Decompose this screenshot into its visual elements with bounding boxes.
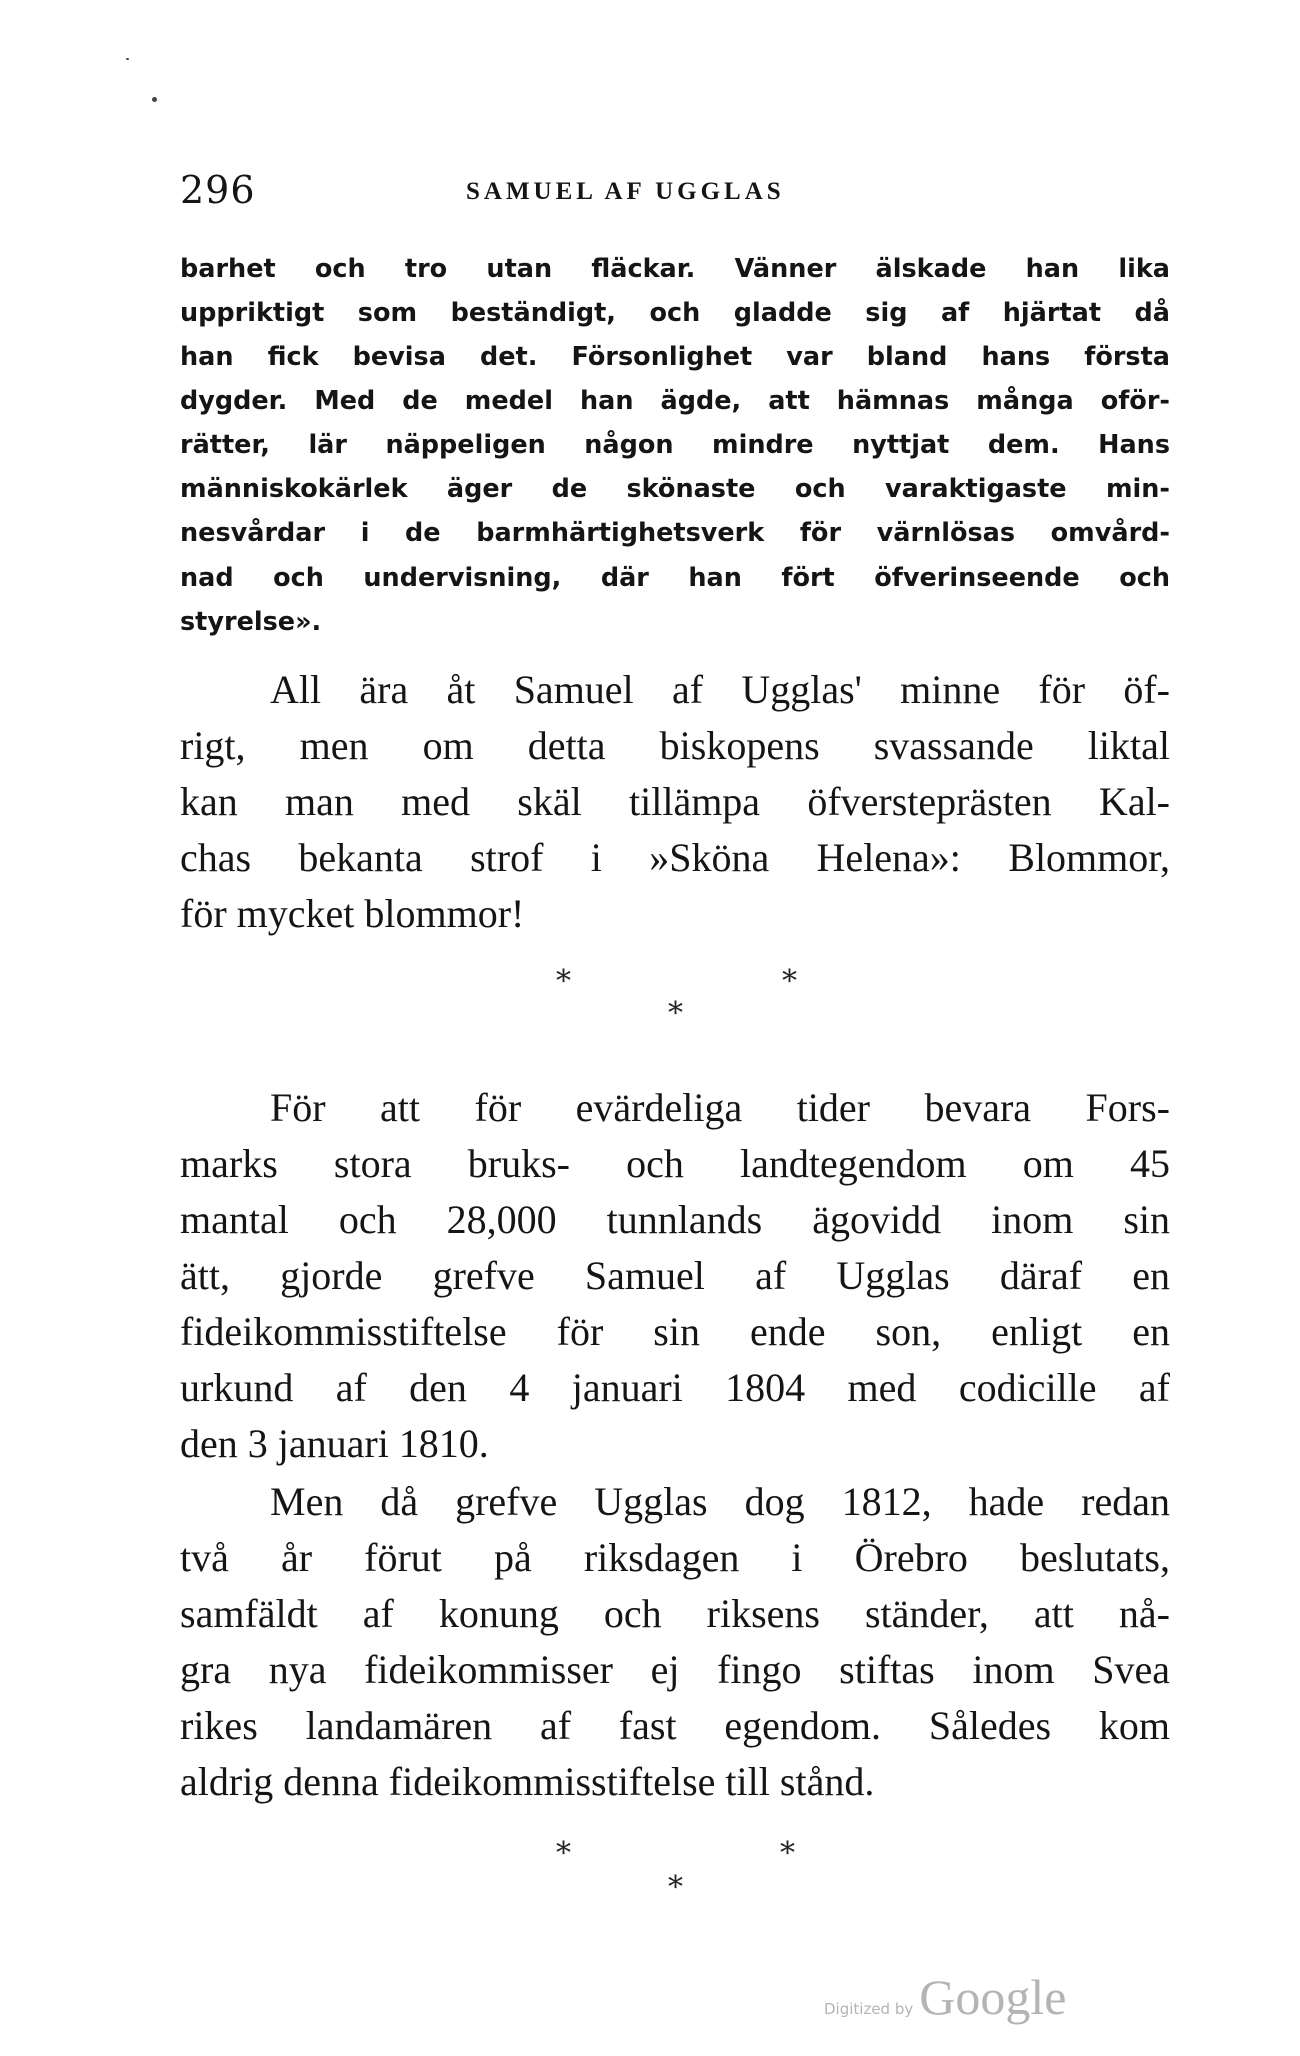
text-line: chas bekanta strof i »Sköna Helena»: Blommor,	[180, 835, 1170, 880]
text-line: samfäldt af konung och riksens ständer, att nå-	[180, 1591, 1170, 1636]
text-line: marks stora bruks- och landtegendom om 45	[180, 1141, 1170, 1186]
separator-asterisk: *	[780, 1836, 795, 1871]
text-line: den 3 januari 1810.	[180, 1421, 489, 1466]
text-line: fideikommisstiftelse för sin ende son, enligt en	[180, 1309, 1170, 1354]
print-speck	[152, 97, 157, 102]
text-line: uppriktigt som beständigt, och gladde sig af hjärtat då	[180, 298, 1170, 328]
text-line: nad och undervisning, där han fört öfverinseende och	[180, 563, 1170, 593]
text-line: rätter, lär näppeligen någon mindre nyttjat dem. Hans	[180, 430, 1170, 460]
separator-asterisk: *	[556, 964, 571, 999]
text-line: aldrig denna fideikommisstiftelse till stånd.	[180, 1759, 875, 1804]
page-header	[180, 168, 1180, 228]
separator-asterisk: *	[782, 964, 797, 999]
text-line: urkund af den 4 januari 1804 med codicille af	[180, 1365, 1170, 1410]
text-line: mantal och 28,000 tunnlands ägovidd inom sin	[180, 1197, 1170, 1242]
text-line: kan man med skäl tillämpa öfversteprästen Kal-	[180, 779, 1170, 824]
text-line: för mycket blommor!	[180, 891, 525, 936]
running-head: SAMUEL AF UGGLAS	[466, 178, 785, 205]
text-line: gra nya fideikommisser ej fingo stiftas inom Svea	[180, 1647, 1170, 1692]
text-line: två år förut på riksdagen i Örebro beslutats,	[180, 1535, 1170, 1580]
separator-asterisk: *	[668, 1870, 683, 1905]
text-line: All ära åt Samuel af Ugglas' minne för öf-	[270, 667, 1170, 712]
print-speck	[126, 58, 129, 60]
text-line: barhet och tro utan fläckar. Vänner älskade han lika	[180, 254, 1170, 284]
separator-asterisk: *	[668, 996, 683, 1031]
text-line: människokärlek äger de skönaste och varaktigaste min-	[180, 474, 1170, 504]
text-line: dygder. Med de medel han ägde, att hämnas många oför-	[180, 386, 1170, 416]
text-line: rigt, men om detta biskopens svassande liktal	[180, 723, 1170, 768]
digitized-watermark	[824, 1968, 1066, 2026]
digitized-label: Digitized by	[824, 2000, 914, 2018]
page-number: 296	[180, 168, 256, 212]
text-line: Men då grefve Ugglas dog 1812, hade redan	[270, 1479, 1170, 1524]
separator-asterisk: *	[556, 1836, 571, 1871]
text-line: nesvårdar i de barmhärtighetsverk för värnlösas omvård-	[180, 518, 1170, 548]
text-line: rikes landamären af fast egendom. Således kom	[180, 1703, 1170, 1748]
text-line: ätt, gjorde grefve Samuel af Ugglas däraf en	[180, 1253, 1170, 1298]
google-logo: Google	[919, 1969, 1067, 2025]
text-line: För att för evärdeliga tider bevara Fors-	[270, 1085, 1170, 1130]
text-line: han fick bevisa det. Försonlighet var bland hans första	[180, 342, 1170, 372]
text-line: styrelse».	[180, 607, 322, 637]
